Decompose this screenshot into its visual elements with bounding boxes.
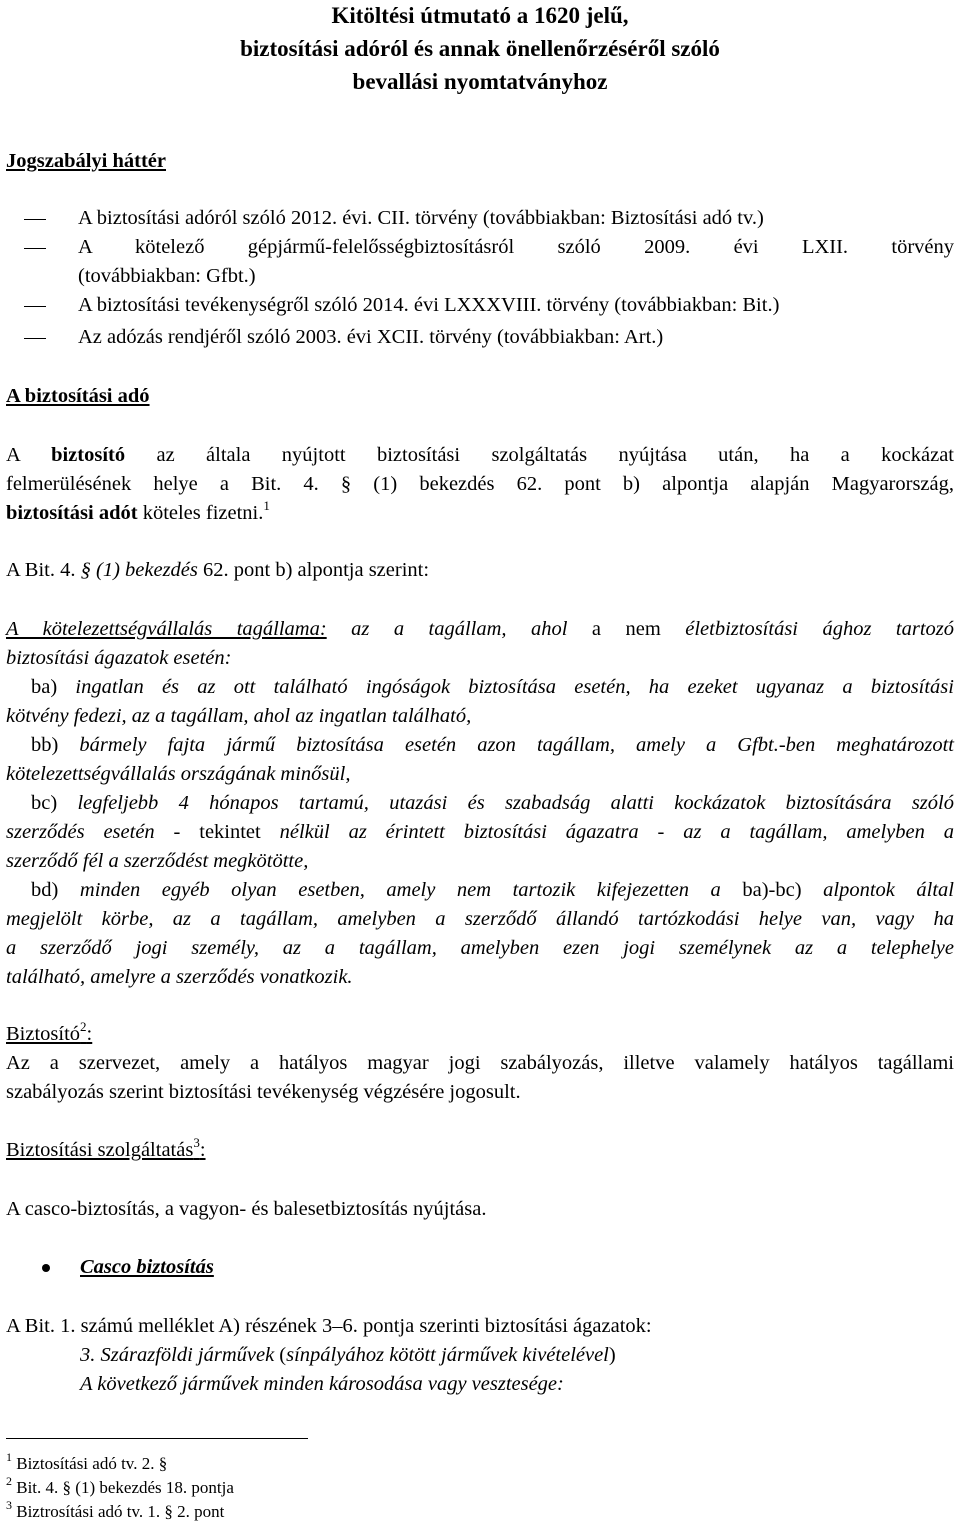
dash-bullet-icon	[24, 306, 46, 307]
footnote-ref: 2	[80, 1019, 87, 1035]
document-title	[6, 0, 954, 98]
insurer-text-line: szabályozás szerint biztosítási tevékenység végzésére jogosult.	[6, 1081, 521, 1103]
definition-line: kötelezettségvállalás országának minősül,	[6, 763, 351, 785]
dash-bullet-icon	[24, 248, 46, 249]
definition-line: szerződés esetén - tekintet nélkül az érintett biztosítási ágazatra - az a tagállam, amelyben a	[6, 821, 954, 843]
definition-line: a szerződő jogi személy, az a tagállam, amelyben ezen jogi személynek az a telephelye	[6, 937, 954, 959]
insurance-tax-para-line: felmerülésének helye a Bit. 4. § (1) bekezdés 62. pont b) alpontja alapján Magyarország,	[6, 473, 954, 495]
title-line-2: biztosítási adóról és annak önellenőrzéséről szóló	[240, 36, 720, 61]
insurer-text-line: Az a szervezet, amely a hatályos magyar jogi szabályozás, illetve valamely hatályos tagállami	[6, 1052, 954, 1074]
casco-text-line: A Bit. 1. számú melléklet A) részének 3–6. pontja szerinti biztosítási ágazatok:	[6, 1315, 652, 1337]
insurance-tax-para-line: biztosítási adót köteles fizetni.$^1$	[6, 498, 270, 524]
footnote-ref: 1	[263, 498, 270, 514]
footnote-ref: 3	[193, 1135, 200, 1151]
service-heading: Biztosítási szolgáltatás$^3$:	[6, 1135, 206, 1161]
dash-bullet-icon	[24, 219, 46, 220]
legal-background-heading: Jogszabályi háttér	[6, 150, 166, 172]
title-line-3: bevallási nyomtatványhoz	[352, 69, 608, 94]
footnote: $^3$ Biztrosítási adó tv. 1. § 2. pont	[6, 1498, 225, 1521]
dash-bullet-icon	[24, 338, 46, 339]
definition-bd: bd) minden egyéb olyan esetben, amely nem tartozik kifejezetten a ba)-bc) alpontok által	[31, 879, 955, 901]
insurer-heading: Biztosító$^2$:	[6, 1019, 93, 1045]
title-line-1: Kitöltési útmutató a 1620 jelű,	[331, 3, 629, 28]
definition-bc: bc) legfeljebb 4 hónapos tartamú, utazási és szabadság alatti kockázatok biztosítására szóló	[31, 792, 954, 814]
casco-heading: Casco biztosítás	[80, 1256, 214, 1278]
definition-line: megjelölt körbe, az a tagállam, amelyben a szerződő állandó tartózkodási helye van, vagy ha	[6, 908, 954, 930]
insurance-tax-heading: A biztosítási adó	[6, 385, 150, 407]
definition-line: A kötelezettségvállalás tagállama: az a tagállam, ahol a nem életbiztosítási ághoz tartozó	[6, 618, 954, 640]
service-text: A casco-biztosítás, a vagyon- és balesetbiztosítás nyújtása.	[6, 1198, 487, 1220]
insurance-tax-para-line: A biztosító az általa nyújtott biztosítási szolgáltatás nyújtása után, ha a kockázat	[6, 444, 954, 466]
footnote: $^2$ Bit. 4. § (1) bekezdés 18. pontja	[6, 1474, 234, 1497]
definition-line: kötvény fedezi, az a tagállam, ahol az ingatlan található,	[6, 705, 472, 727]
definition-ba: ba) ingatlan és az ott található ingóságok biztosítása esetén, ha ezeket ugyanaz a biztosítási	[31, 676, 954, 698]
round-bullet-icon	[42, 1264, 50, 1272]
definition-line: található, amelyre a szerződés vonatkozik.	[6, 966, 353, 988]
footnote: $^1$ Biztosítási adó tv. 2. §	[6, 1450, 168, 1473]
footnote-separator	[6, 1438, 308, 1439]
definition-line: biztosítási ágazatok esetén:	[6, 647, 232, 669]
bit-reference: A Bit. 4. § (1) bekezdés 62. pont b) alpontja szerint:	[6, 559, 430, 581]
definition-line: szerződő fél a szerződést megkötötte,	[6, 850, 309, 872]
casco-text-line: 3. Szárazföldi járművek (sínpályához kötött járművek kivételével)	[80, 1344, 616, 1366]
definition-bb: bb) bármely fajta jármű biztosítása esetén azon tagállam, amely a Gfbt.-ben meghatározott	[31, 734, 954, 756]
casco-text-line: A következő járművek minden károsodása vagy vesztesége:	[80, 1373, 564, 1395]
